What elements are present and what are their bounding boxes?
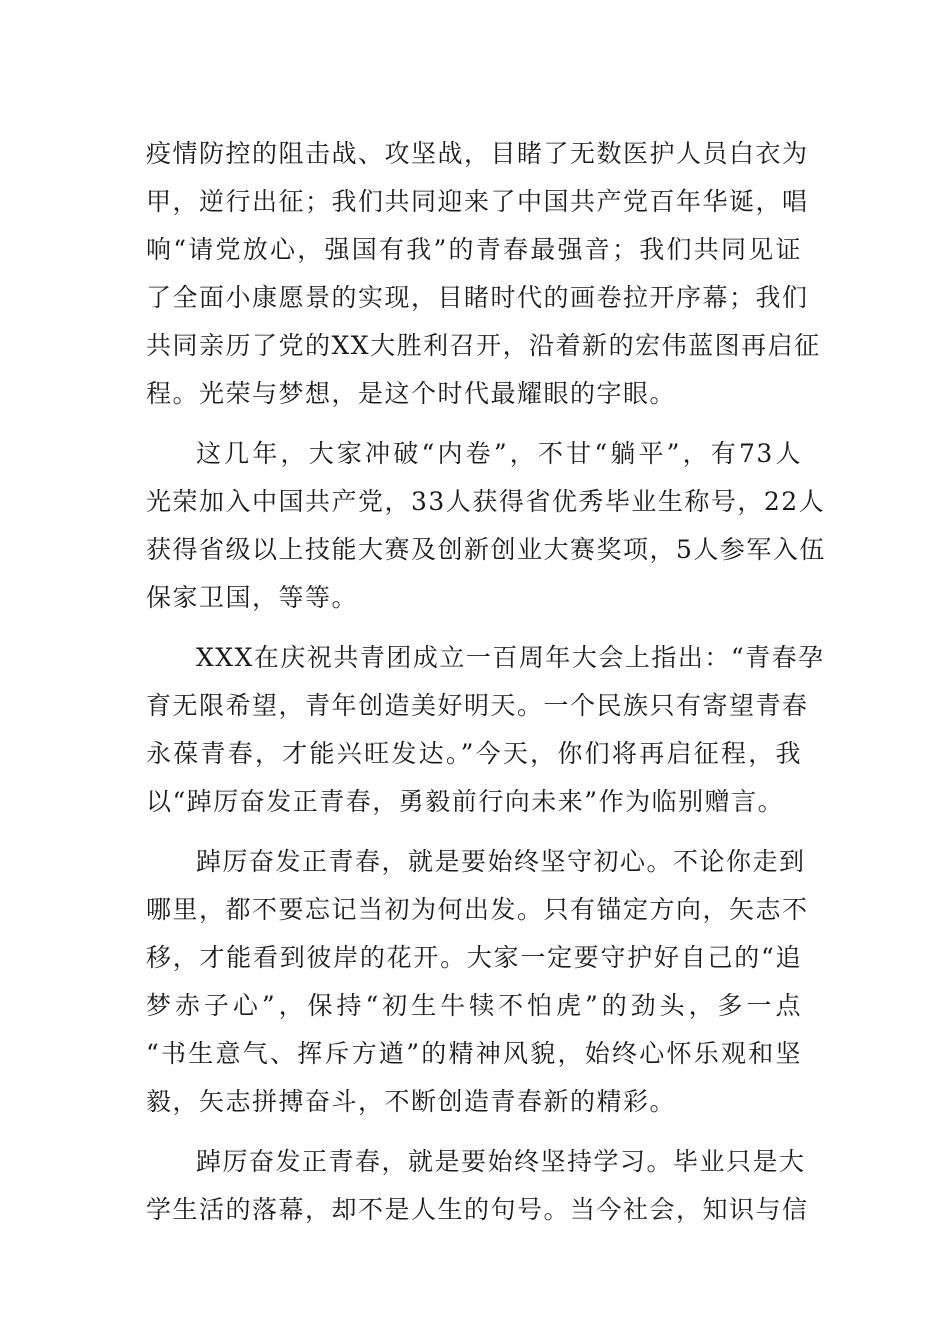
text-line: 学生活的落幕，却不是人生的句号。当今社会，知识与信 <box>146 1195 809 1224</box>
text-line: 踔厉奋发正青春，就是要始终坚持学习。毕业只是大 <box>196 1147 806 1176</box>
text-line: 踔厉奋发正青春，就是要始终坚守初心。不论你走到 <box>196 847 806 876</box>
paragraph <box>146 1138 809 1234</box>
text-line: 共同亲历了党的XX大胜利召开，沿着新的宏伟蓝图再启征 <box>146 331 821 360</box>
text-line: 光荣加入中国共产党，33人获得省优秀毕业生称号，22人 <box>146 487 826 516</box>
text-line: 永葆青春，才能兴旺发达。”今天，你们将再启征程，我 <box>146 739 802 768</box>
text-line: 获得省级以上技能大赛及创新创业大赛奖项，5人参军入伍 <box>146 535 826 564</box>
text-line: XXX在庆祝共青团成立一百周年大会上指出：“青春孕 <box>196 643 825 672</box>
text-line: 保家卫国，等等。 <box>146 583 359 612</box>
paragraph <box>146 130 821 418</box>
text-line: 了全面小康愿景的实现，目睹时代的画卷拉开序幕；我们 <box>146 283 809 312</box>
text-line: 疫情防控的阻击战、攻坚战，目睹了无数医护人员白衣为 <box>146 139 809 168</box>
text-line: 程。光荣与梦想，是这个时代最耀眼的字眼。 <box>146 379 677 408</box>
text-line: 这几年，大家冲破“内卷”，不甘“躺平”，有73人 <box>196 439 802 468</box>
text-line: “书生意气、挥斥方遒”的精神风貌，始终心怀乐观和坚 <box>146 1039 802 1068</box>
text-line: 甲，逆行出征；我们共同迎来了中国共产党百年华诞，唱 <box>146 187 809 216</box>
paragraph <box>146 430 826 622</box>
text-line: 哪里，都不要忘记当初为何出发。只有锚定方向，矢志不 <box>146 895 809 924</box>
body-text <box>146 130 826 1234</box>
text-line: 毅，矢志拼搏奋斗，不断创造青春新的精彩。 <box>146 1087 677 1116</box>
text-line: 移，才能看到彼岸的花开。大家一定要守护好自己的“追 <box>146 943 802 972</box>
paragraph <box>146 838 809 1126</box>
text-line: 响“请党放心，强国有我”的青春最强音；我们共同见证 <box>146 235 802 264</box>
text-line: 梦赤子心”，保持“初生牛犊不怕虎”的劲头，多一点 <box>146 991 802 1020</box>
text-line: 育无限希望，青年创造美好明天。一个民族只有寄望青春 <box>146 691 809 720</box>
paragraph <box>146 634 825 826</box>
text-line: 以“踔厉奋发正青春，勇毅前行向未来”作为临别赠言。 <box>146 787 785 816</box>
